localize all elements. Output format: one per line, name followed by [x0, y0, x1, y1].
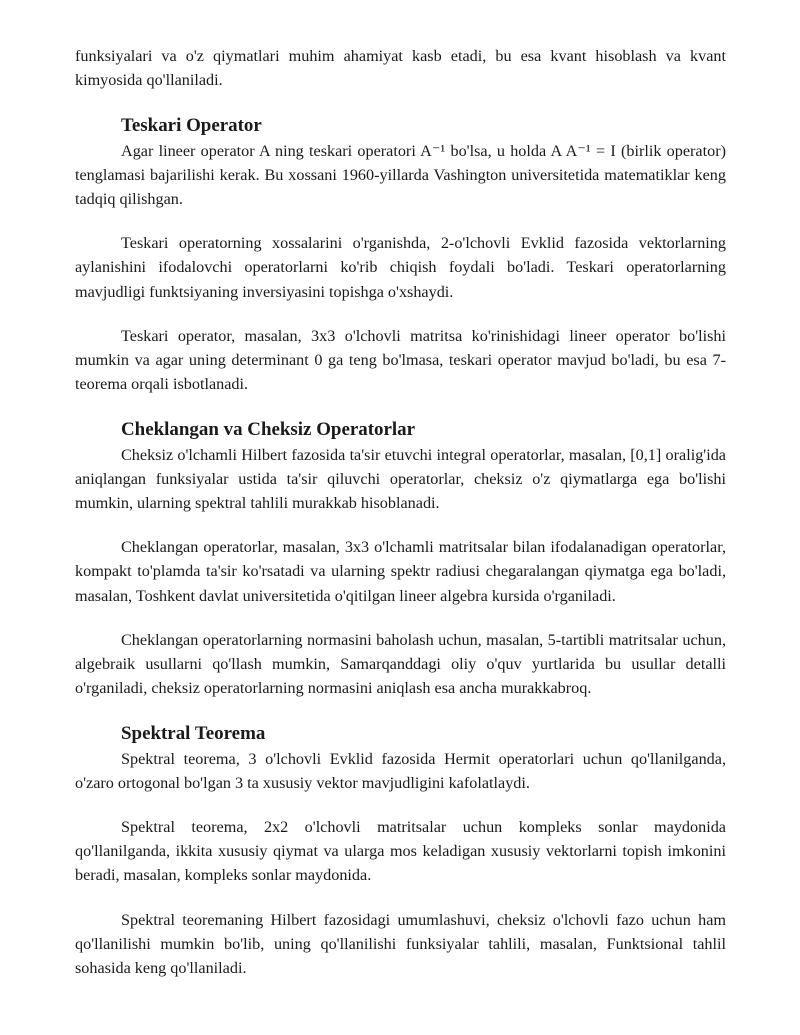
- paragraph-cheklangan-3: Cheklangan operatorlarning normasini baholash uchun, masalan, 5-tartibli matritsalar uchun, algebraik usullarni qo'llash mumkin, Samarqanddagi oliy o'quv yurtlarida bu usullar detalli o'rganiladi, cheksiz operatorlarning normasini aniqlash esa ancha murakkabroq.: [75, 630, 726, 698]
- heading-spektral-teorema: Spektral Teorema: [121, 723, 266, 745]
- paragraph-intro: funksiyalari va o'z qiymatlari muhim ahamiyat kasb etadi, bu esa kvant hisoblash va kvant kimyosida qo'llaniladi.: [75, 47, 726, 90]
- paragraph-teskari-3: Teskari operator, masalan, 3x3 o'lchovli matritsa ko'rinishidagi lineer operator bo'lishi mumkin va agar uning determinant 0 ga teng bo'lmasa, teskari operator mavjud bo'ladi, bu esa 7-teorema orqali isbotlanadi.: [75, 326, 726, 394]
- paragraph-spektral-1: Spektral teorema, 3 o'lchovli Evklid fazosida Hermit operatorlari uchun qo'llanilganda, o'zaro ortogonal bo'lgan 3 ta xususiy vektor mavjudligini kafolatlaydi.: [75, 749, 726, 792]
- paragraph-teskari-2: Teskari operatorning xossalarini o'rganishda, 2-o'lchovli Evklid fazosida vektorlarning aylanishini ifodalovchi operatorlarni ko'rib chiqish foydali bo'ladi. Teskari operatorlarning mavjudligi funktsiyaning inversiyasini topishga o'xshaydi.: [75, 234, 726, 301]
- paragraph-spektral-3: Spektral teoremaning Hilbert fazosidagi umumlashuvi, cheksiz o'lchovli fazo uchun ham qo'llanilishi mumkin bo'lib, uning qo'llanilishi funksiyalar tahlili, masalan, Funktsional tahlil sohasida keng qo'llaniladi.: [75, 910, 726, 978]
- paragraph-cheksiz-1: Cheksiz o'lchamli Hilbert fazosida ta'sir etuvchi integral operatorlar, masalan, [0,1] oralig'ida aniqlangan funksiyalar ustida ta'sir qiluvchi operatorlar, cheksiz o'z qiymatlarga ega bo'lishi mumkin, ularning spektral tahlili murakkab hisoblanadi.: [75, 445, 726, 513]
- heading-teskari-operator: Teskari Operator: [121, 115, 262, 137]
- heading-cheklangan-cheksiz: Cheklangan va Cheksiz Operatorlar: [121, 419, 416, 441]
- paragraph-teskari-1: Agar lineer operator A ning teskari operatori A⁻¹ bo'lsa, u holda A A⁻¹ = I (birlik operator) tenglamasi bajarilishi kerak. Bu xossani 1960-yillarda Vashington universitetida matematiklar keng tadqiq qilishgan.: [75, 141, 726, 209]
- paragraph-cheklangan-2: Cheklangan operatorlar, masalan, 3x3 o'lchamli matritsalar bilan ifodalanadigan operatorlar, kompakt to'plamda ta'sir ko'rsatadi va ularning spektr radiusi chegaralangan qiymatga ega bo'ladi, masalan, Toshkent davlat universitetida o'qitilgan lineer algebra kursida o'rganiladi.: [75, 538, 726, 605]
- paragraph-spektral-2: Spektral teorema, 2x2 o'lchovli matritsalar uchun kompleks sonlar maydonida qo'llanilganda, ikkita xususiy qiymat va ularga mos keladigan xususiy vektorlarni topish imkonini beradi, masalan, kompleks sonlar maydonida.: [75, 818, 726, 885]
- document-page: [75, 44, 726, 980]
